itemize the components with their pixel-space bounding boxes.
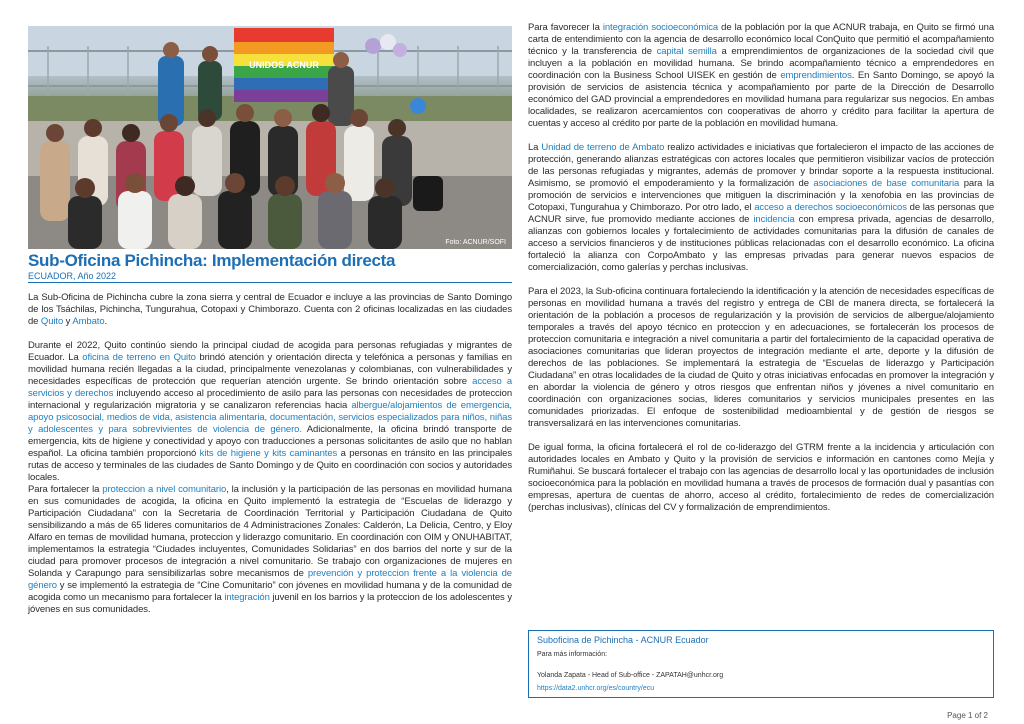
highlighted-link[interactable]: Unidad de terreno de Ambato	[541, 142, 665, 153]
highlighted-link[interactable]: emprendimientos	[780, 70, 852, 81]
socioeconomic-paragraph	[528, 22, 994, 130]
right-column	[528, 22, 994, 514]
paragraph-text: Para fortalecer la	[28, 484, 103, 495]
paragraph-text: realizo actividades e iniciativas que fortalecieron el impacto de las acciones de protección, generando alianzas estratégicas con actores locales que permitieron visibilizar vacíos de protección de las personas refugiadas y migrantes, además de promover y brindar soporte a la respuesta institucional. Asimismo, se promovió el empoderamiento y la formalización de	[528, 142, 994, 189]
paragraph-text: Adicionalmente, la oficina brindó transporte de emergencia, kits de higiene y conectividad y apoyo con traducciones a personas solicitantes de asilo que no hablan español. La oficina también proporcionó	[28, 424, 512, 459]
paragraph-text: juvenil en los barrios y la proteccion de los adolescentes y jóvenes en sus comunidades.	[28, 592, 512, 615]
paragraph-text: con empresa privada, agencias de desarrollo, alianzas con gobiernos locales y fortalecimiento de actividades comunitarias para la difusión de canales de acceso a servicios financieros y de instituciones públicas relacionadas con el desarrollo económico. La oficina fortaleció la alianza con CorpoAmbato y las empresas privadas para generar nuevos espacios de comercialización, como galerías y perchas inclusivas.	[528, 214, 994, 273]
highlighted-link[interactable]: integración socioeconómica	[602, 22, 719, 33]
paragraph-text: Para favorecer la	[528, 22, 603, 33]
highlighted-link[interactable]: prevención y proteccion frente a la violencia de género	[28, 568, 512, 591]
highlighted-link[interactable]: oficina de terreno en Quito	[82, 352, 196, 363]
photo-credit: Foto: ACNUR/SOFI	[445, 239, 506, 246]
contact-box	[528, 630, 994, 698]
flag-text: UNIDOS ACNUR	[249, 60, 319, 70]
paragraph-text: De igual forma, la oficina fortalecerá el rol de co-liderazgo del GTRM frente a la incidencia y articulación con autoridades locales en Ambato y Quito y la provisión de servicios e información en cantones como Mejía y Rumiñahui. Se buscará fortalecer el trabajo con las agencias de desarrollo local y las oportunidades de inclusión socioeconómica para la población en movilidad humana a través de procesos de formación dual y pasantías con empresas, apertura de cuentas de ahorro, acceso al crédito, fortalecimiento de redes de comercialización (perchas inclusivas), clínicas del CV y formalización de emprendimientos.	[528, 442, 994, 513]
paragraph-text: Durante el 2022, Quito continúo siendo la principal ciudad de acogida para personas refugiadas y migrantes de Ecuador. La	[28, 340, 512, 363]
paragraph-text: brindó atención y orientación directa y telefónica a personas y familias en movilidad humana recién llegadas a la ciudad, principalmente venezolanas y colombianas, con vulnerabilidades y necesidades específicas de protección que requerían atención urgente. Se brindo orientación sobre	[28, 352, 512, 387]
co-leadership-paragraph	[528, 442, 994, 514]
highlighted-link[interactable]: capital semilla	[656, 46, 717, 57]
contact-title: Suboficina de Pichincha - ACNUR Ecuador	[537, 635, 709, 645]
left-column	[28, 292, 512, 616]
contact-url-link[interactable]: https://data2.unhcr.org/es/country/ecu	[537, 685, 655, 692]
ambato-unit-paragraph	[528, 142, 994, 274]
page-title: Sub-Oficina Pichincha: Implementación directa	[28, 251, 396, 270]
page-subtitle: ECUADOR, Año 2022	[28, 271, 512, 283]
paragraph-text: La Sub-Oficina de Pichincha cubre la zona sierra y central de Ecuador e incluye a las provincias de Santo Domingo de los Tsáchilas, Pichincha, Tungurahua, Cotopaxi y Chimborazo. Cuenta con 2 oficinas localizadas en las ciudades de	[28, 292, 512, 327]
paragraph-text: incluyendo acceso al procedimiento de asilo para las personas con necesidades de proteccion internacional y regularización migratoria y se canalizaron referencias hacia	[28, 388, 513, 411]
page-number: Page 1 of 2	[947, 711, 988, 720]
highlighted-link[interactable]: kits de higiene y kits caminantes	[199, 448, 338, 459]
paragraph-text: y se implementó la estrategia de “Cine Comunitario” con jóvenes en movilidad humana y de la comunidad de acogida como un mecanismo para fortalecer la	[28, 580, 512, 603]
highlighted-link[interactable]: incidencia	[753, 214, 795, 225]
paragraph-text: y	[63, 316, 73, 327]
highlighted-link[interactable]: Quito	[40, 316, 64, 327]
highlighted-link[interactable]: asociaciones de base comunitaria	[813, 178, 960, 189]
community-protection-paragraph	[28, 484, 512, 616]
group-photo-illustration	[28, 26, 512, 249]
paragraph-text: a emprendimientos de organizaciones de la sociedad civil que incluyen a la población en movilidad humana. Se brindo acompañamiento técnico a emprendedores en coordinación con la Business School UISEK en gestión de	[528, 46, 994, 81]
paragraph-text: Para el 2023, la Sub-oficina continuara fortaleciendo la identificación y la atención de necesidades específicas de personas en movilidad humana a través del registro y entrega de CBI de manera directa, se fortalecerá la orientación de la población a procesos de regularización y la provisión de servicios de albergue/alojamiento temporales a través del apoyo técnico en proteccion y en adecuaciones, se fortalecerán los procesos de proteccion comunitaria e integración a nivel comunitaria a partir del fortalecimiento de la capacidad operativa de asociaciones comunitarias que lideran proyectos de integración mediante el arte, deporte y la difusión de derechos de las poblaciones. Se implementará la estrategia de “Escuelas de liderazgo y Participación Ciudadana” en otras localidades de la ciudad de Quito y otras iniciativas enfocadas en promover la integración y en abordar la violencia de género y otros riesgos que enfrentan niños y jóvenes a nivel comunitario en coordinación con organizaciones socias, lideres comunitarios y servicios municipales presentes en las comunidades priorizadas. El enfoque de sostenibilidad medioambiental y de gestión de riesgos se transversalizará en las intervenciones comunitarias.	[528, 286, 994, 429]
intro-paragraph	[28, 292, 512, 328]
paragraph-text: para la promoción de servicios e intervenciones que mitiguen la discriminación y la xenofobia en las provincias de Cotopaxi, Tungurahua y Chimborazo. Por otro lado, el	[528, 178, 994, 213]
highlighted-link[interactable]: acceso a servicios y derechos	[28, 376, 512, 399]
plans-2023-paragraph	[528, 286, 994, 430]
highlighted-link[interactable]: acceso a derechos socioeconómicos	[754, 202, 907, 213]
quito-field-office-paragraph	[28, 340, 512, 484]
paragraph-text: de las personas que ACNUR sirve, fue promovido mediante acciones de	[528, 202, 995, 225]
paragraph-text: .	[104, 316, 108, 327]
highlighted-link[interactable]: Ambato	[72, 316, 105, 327]
paragraph-text: a personas en tránsito en las principales rutas de acceso y terminales de las ciudades de Santo Domingo y de Quito en coordinación con socios y autoridades locales.	[28, 448, 513, 483]
cover-photo	[28, 26, 512, 249]
paragraph-text: , la inclusión y la participación de las personas en movilidad humana en sus comunidades de acogida, la oficina en Quito implementó la estrategia de “Escuelas de liderazgo y Participación Ciudadana” con la Secretaria de Coordinación Territorial y Participación Ciudadana de Quito sensibilizando a más de 65 lideres comunitarios de 4 Administraciones Zonales: Calderón, La Delicia, Centro, y Eloy Alfaro en temas de movilidad humana, proteccion y liderazgo comunitario. En coordinación con OIM y ONUHABITAT, implementamos la estrategia “Ciudades incluyentes, Comunidades Solidarias” en dos barrios del norte y sur de la ciudad para promover procesos de integración a nivel comunitario. Se trabajo con organizaciones de mujeres en Solanda y Carapungo para sensibilizarlas sobre mecanismos de	[28, 484, 512, 579]
rainbow-flag	[234, 28, 334, 102]
highlighted-link[interactable]: albergue/alojamientos de emergencia, apoyo psicosocial, medios de vida, asistencia alimentaria, documentación, servicios especializados para niños, niñas y adolescentes y para sobrevivientes de violencia de género.	[28, 400, 512, 435]
highlighted-link[interactable]: integración	[224, 592, 270, 603]
paragraph-text: de la población por la que ACNUR trabaja, en Quito se firmó una carta de entendimiento con la agencia de desarrollo económico local ConQuito que permitió el acompañamiento técnico y la transferencia de	[528, 22, 995, 57]
contact-subtitle: Para más información:	[537, 651, 608, 658]
contact-person: Yolanda Zapata - Head of Sub-office - ZAPATAH@unhcr.org	[537, 672, 724, 679]
paragraph-text: La	[528, 142, 542, 153]
highlighted-link[interactable]: proteccion a nivel comunitario	[102, 484, 227, 495]
paragraph-text: . En Santo Domingo, se apoyó la provisión de servicios de asistencia técnica y acompañamiento por parte de la Dirección de Desarrollo económico del GAD provincial a emprendedores en movilidad humana para regularizar sus negocios. En ambas localidades, se realizaron acercamientos con cooperativas de ahorro y crédito para facilitar la apertura de cuentas y acceso al crédito por parte de la población en movilidad humana.	[528, 70, 994, 129]
